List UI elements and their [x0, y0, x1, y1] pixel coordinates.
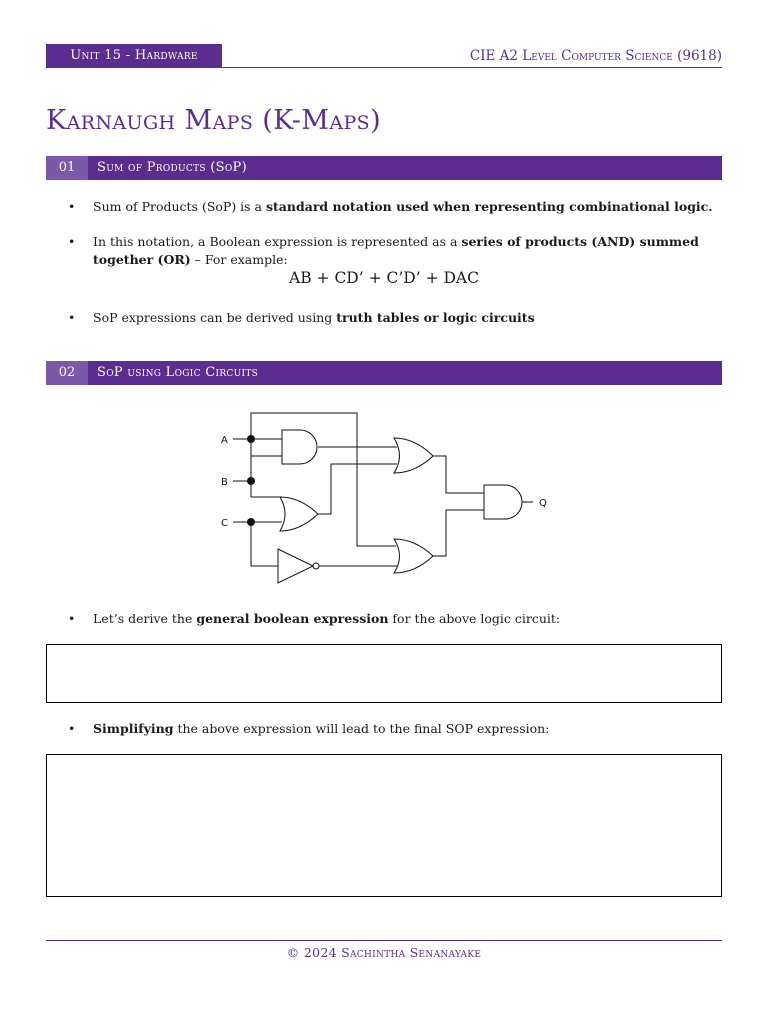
- bullet-icon: •: [68, 234, 76, 249]
- input-label-c: C: [221, 518, 228, 529]
- answer-box-simplified-expression[interactable]: [46, 754, 722, 897]
- bullet-icon: •: [68, 310, 76, 325]
- footer-divider: [46, 940, 722, 941]
- bullet-sop-notation: [93, 233, 722, 269]
- bullet-bold-text: Simplifying: [93, 721, 174, 736]
- section-heading-01: [46, 156, 722, 180]
- section-title: Sum of Products (SoP): [97, 160, 247, 175]
- bullet-icon: •: [68, 199, 76, 214]
- bullet-text: for the above logic circuit:: [388, 611, 561, 626]
- bullet-text: Sum of Products (SoP) is a: [93, 199, 266, 214]
- output-label-q: Q: [539, 498, 547, 509]
- input-label-a: A: [221, 435, 228, 446]
- section-title: SoP using Logic Circuits: [97, 365, 259, 380]
- input-label-b: B: [221, 477, 228, 488]
- page-title: Karnaugh Maps (K-Maps): [46, 105, 382, 136]
- section-number: 01: [46, 156, 88, 180]
- bullet-bold-text: series of products (AND) summed together (OR): [93, 234, 699, 267]
- answer-box-general-expression[interactable]: [46, 644, 722, 703]
- bullet-simplify-expression: [93, 720, 722, 738]
- course-title: CIE A2 Level Computer Science (9618): [469, 48, 722, 64]
- bullet-sop-definition: [93, 198, 722, 216]
- bullet-text: – For example:: [190, 252, 288, 267]
- logic-circuit-diagram: [200, 400, 560, 590]
- header-divider: [46, 67, 722, 68]
- section-heading-02: [46, 361, 722, 385]
- bullet-text: the above expression will lead to the final SOP expression:: [173, 721, 550, 736]
- bullet-derive-expression: [93, 610, 722, 628]
- unit-tag: Unit 15 - Hardware: [46, 44, 222, 68]
- junction-dot: [247, 435, 255, 443]
- bullet-bold-text: truth tables or logic circuits: [336, 310, 535, 325]
- bullet-text: Let’s derive the: [93, 611, 197, 626]
- section-number: 02: [46, 361, 88, 385]
- bullet-icon: •: [68, 611, 76, 626]
- bullet-sop-derivation: [93, 309, 722, 327]
- footer-copyright: © 2024 Sachintha Senanayake: [286, 945, 482, 960]
- bullet-bold-text: general boolean expression: [196, 611, 389, 626]
- junction-dot: [247, 518, 255, 526]
- example-equation: AB + CD’ + C’D’ + DAC: [289, 269, 479, 287]
- bullet-bold-text: standard notation used when representing combinational logic.: [265, 199, 713, 214]
- junction-dot: [247, 477, 255, 485]
- bullet-icon: •: [68, 721, 76, 736]
- bullet-text: In this notation, a Boolean expression is represented as a: [93, 234, 462, 249]
- bullet-text: SoP expressions can be derived using: [93, 310, 337, 325]
